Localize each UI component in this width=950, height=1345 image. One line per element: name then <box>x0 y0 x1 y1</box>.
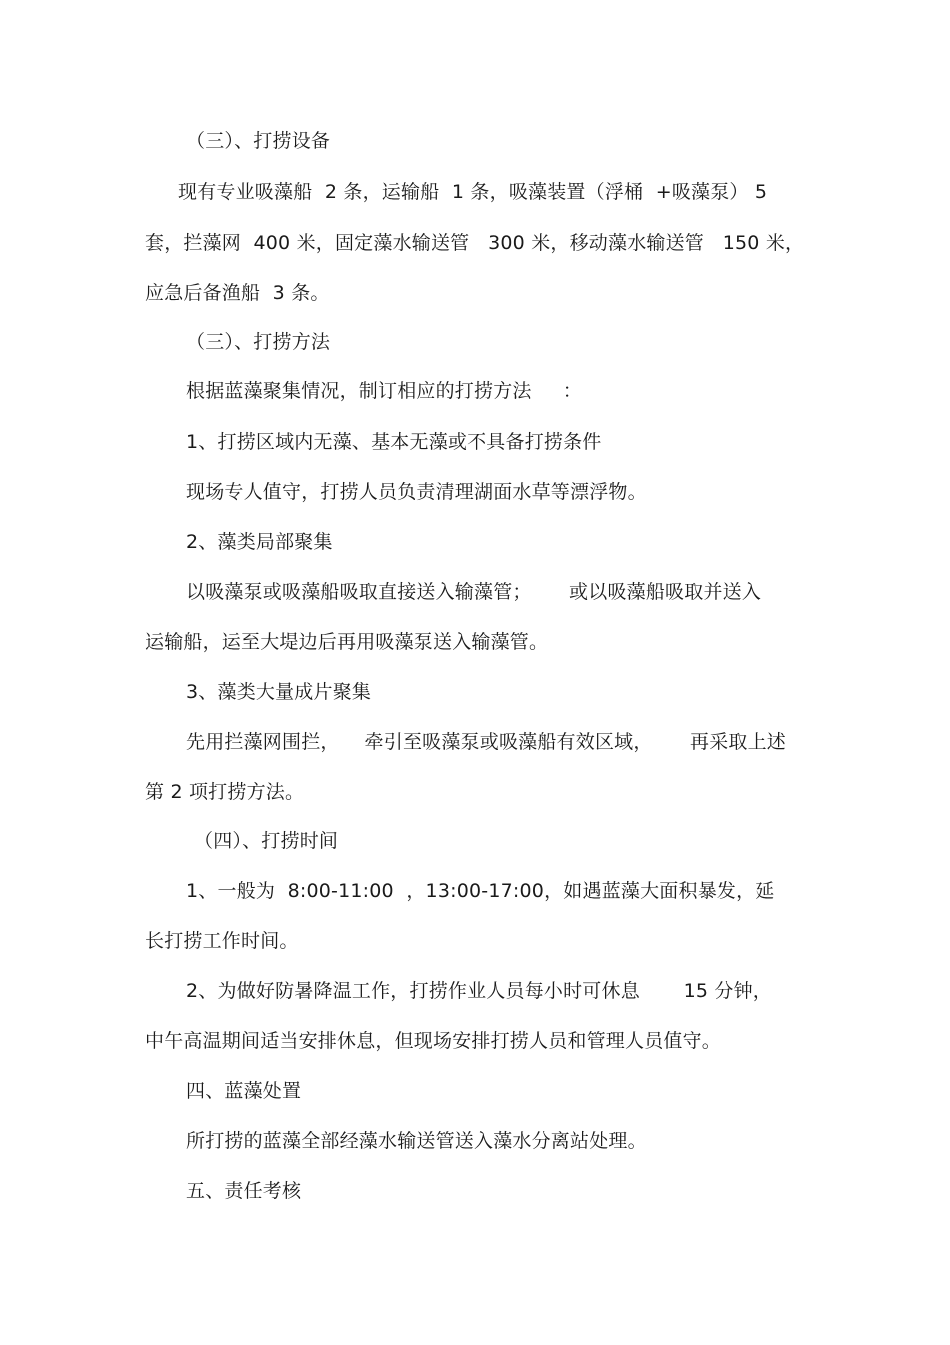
time-item-2-line-2: 中午高温期间适当安排休息，但现场安排打捞人员和管理人员值守。 <box>145 1030 722 1052</box>
item-2-text-line-2: 运输船，运至大堤边后再用吸藻泵送入输藻管。 <box>145 631 549 653</box>
item-3-text-line-1: 先用拦藻网围拦， 牵引至吸藻泵或吸藻船有效区域， 再采取上述 <box>186 731 786 753</box>
paragraph-equipment-line-3: 应急后备渔船 3 条。 <box>145 282 330 304</box>
heading-responsibility: 五、责任考核 <box>186 1180 302 1202</box>
item-2-text-line-1: 以吸藻泵或吸藻船吸取直接送入输藻管； 或以吸藻船吸取并送入 <box>186 581 762 603</box>
time-item-1-line-2: 长打捞工作时间。 <box>145 930 299 952</box>
item-1-title: 1、打捞区域内无藻、基本无藻或不具备打捞条件 <box>186 431 602 453</box>
paragraph-equipment-line-1: 现有专业吸藻船 2 条，运输船 1 条，吸藻装置（浮桶 +吸藻泵） 5 <box>178 181 768 203</box>
paragraph-equipment-line-2: 套，拦藻网 400 米，固定藻水输送管 300 米，移动藻水输送管 150 米， <box>145 232 805 254</box>
item-2-title: 2、藻类局部聚集 <box>186 531 333 553</box>
paragraph-disposal: 所打捞的蓝藻全部经藻水输送管送入藻水分离站处理。 <box>186 1130 647 1152</box>
heading-salvage-method: （三）、打捞方法 <box>186 331 331 353</box>
time-item-1-line-1: 1、一般为 8:00-11:00 ，13:00-17:00，如遇蓝藻大面积暴发，延 <box>186 880 775 902</box>
heading-salvage-equipment: （三）、打捞设备 <box>186 130 331 152</box>
time-item-2-line-1: 2、为做好防暑降温工作，打捞作业人员每小时可休息 15 分钟， <box>186 980 772 1002</box>
item-1-text: 现场专人值守，打捞人员负责清理湖面水草等漂浮物。 <box>186 481 647 503</box>
heading-salvage-time: （四）、打捞时间 <box>194 830 339 852</box>
paragraph-method-intro: 根据蓝藻聚集情况，制订相应的打捞方法 ： <box>186 380 582 402</box>
heading-algae-disposal: 四、蓝藻处置 <box>186 1080 302 1102</box>
item-3-text-line-2: 第 2 项打捞方法。 <box>145 781 305 803</box>
item-3-title: 3、藻类大量成片聚集 <box>186 681 372 703</box>
